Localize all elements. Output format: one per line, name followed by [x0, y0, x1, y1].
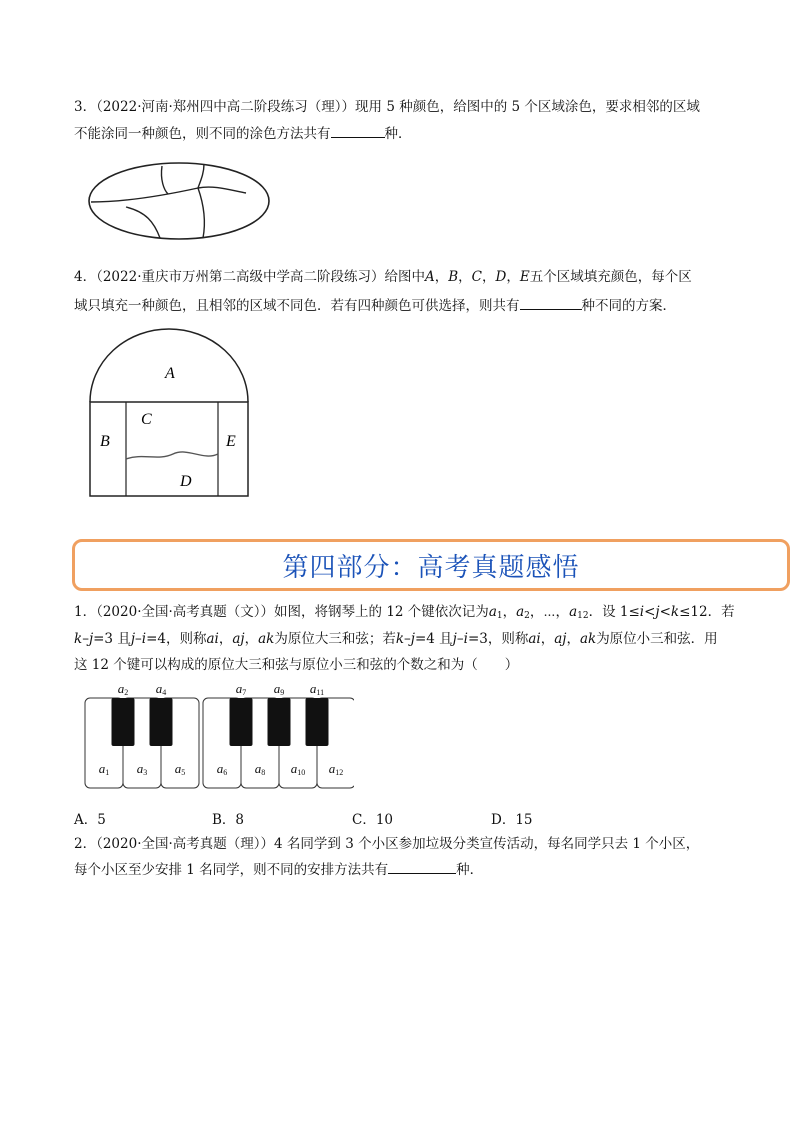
black-key	[230, 698, 253, 746]
key-label: a12	[328, 761, 344, 777]
p2-line2: 每个小区至少安排 1 名同学，则不同的安排方法共有 种．	[74, 862, 484, 878]
black-key	[150, 698, 173, 746]
p1-line1: 1．（2020·全国·高考真题（文））如图，将钢琴上的 12 个键依次记为a1，a2，⋯，a12．设 1≤i<j<k≤12．若	[74, 604, 735, 621]
key-label: a4	[155, 681, 167, 697]
black-key	[112, 698, 135, 746]
answer-blank	[388, 873, 456, 874]
key-label: a1	[98, 761, 110, 777]
option-b[interactable]: B．8	[212, 812, 245, 828]
region-label-d: D	[180, 473, 192, 490]
key-label: a2	[117, 681, 129, 697]
key-label: a8	[254, 761, 266, 777]
section-banner	[72, 539, 790, 591]
q3-text: 现用 5 种颜色，给图中的 5 个区域涂色，要求相邻的区域	[355, 99, 700, 115]
p1-line2: k–j=3 且j–i=4，则称ai，aj，ak为原位大三和弦；若k–j=4 且j–i=3，则称ai，aj，ak为原位小三和弦．用	[74, 631, 718, 647]
q3-line2: 不能涂同一种颜色，则不同的涂色方法共有 种．	[74, 126, 412, 142]
key-label: a6	[216, 761, 228, 777]
q4-line2: 域只填充一种颜色，且相邻的区域不同色．若有四种颜色可供选择，则共有 种不同的方案．	[74, 298, 676, 314]
base-rect	[90, 402, 248, 496]
q3-line1	[74, 99, 700, 115]
region-label-e: E	[226, 433, 236, 450]
piano-diagram	[84, 680, 354, 792]
key-label: a7	[235, 681, 247, 697]
wavy-divider	[126, 452, 218, 459]
region-label-c: C	[141, 411, 152, 428]
black-key	[306, 698, 329, 746]
key-label: a11	[309, 681, 325, 697]
region-label-b: B	[100, 433, 110, 450]
ellipse-diagram	[86, 160, 272, 242]
region-boundary	[161, 166, 168, 194]
region-label-a: A	[165, 365, 175, 382]
answer-blank	[331, 137, 385, 138]
q4-number: 4．	[74, 269, 97, 285]
q3-source: （2022·河南·郑州四中高二阶段练习（理））	[96, 99, 356, 115]
p1-number: 1．	[74, 604, 97, 620]
p1-line3: 这 12 个键可以构成的原位大三和弦与原位小三和弦的个数之和为（ ）	[74, 657, 519, 673]
p2-number: 2．	[74, 836, 97, 852]
black-key	[268, 698, 291, 746]
p2-line1: 2．（2020·全国·高考真题（理））4 名同学到 3 个小区参加垃圾分类宣传活动，每名同学只去 1 个小区，	[74, 836, 700, 852]
answer-blank	[520, 309, 582, 310]
region-boundary	[198, 188, 204, 238]
q4-source: （2022·重庆市万州第二高级中学高二阶段练习）	[96, 269, 385, 285]
q3-number: 3．	[74, 99, 97, 115]
option-d[interactable]: D．15	[491, 812, 533, 828]
key-label: a9	[273, 681, 285, 697]
key-label: a10	[290, 761, 306, 777]
q4-line1: 4．（2022·重庆市万州第二高级中学高二阶段练习）给图中A，B，C，D，E五个区域填充颜色，每个区	[74, 269, 692, 285]
key-label: a3	[136, 761, 148, 777]
region-diagram	[88, 327, 254, 499]
option-c[interactable]: C．10	[352, 812, 394, 828]
section-title: 第四部分：高考真题感悟	[282, 552, 580, 583]
region-boundary	[198, 164, 204, 188]
region-boundary	[91, 187, 246, 202]
key-label: a5	[174, 761, 186, 777]
p2-source: （2020·全国·高考真题（理））	[96, 836, 275, 852]
p1-source: （2020·全国·高考真题（文））	[96, 604, 275, 620]
option-a[interactable]: A．5	[74, 812, 106, 828]
